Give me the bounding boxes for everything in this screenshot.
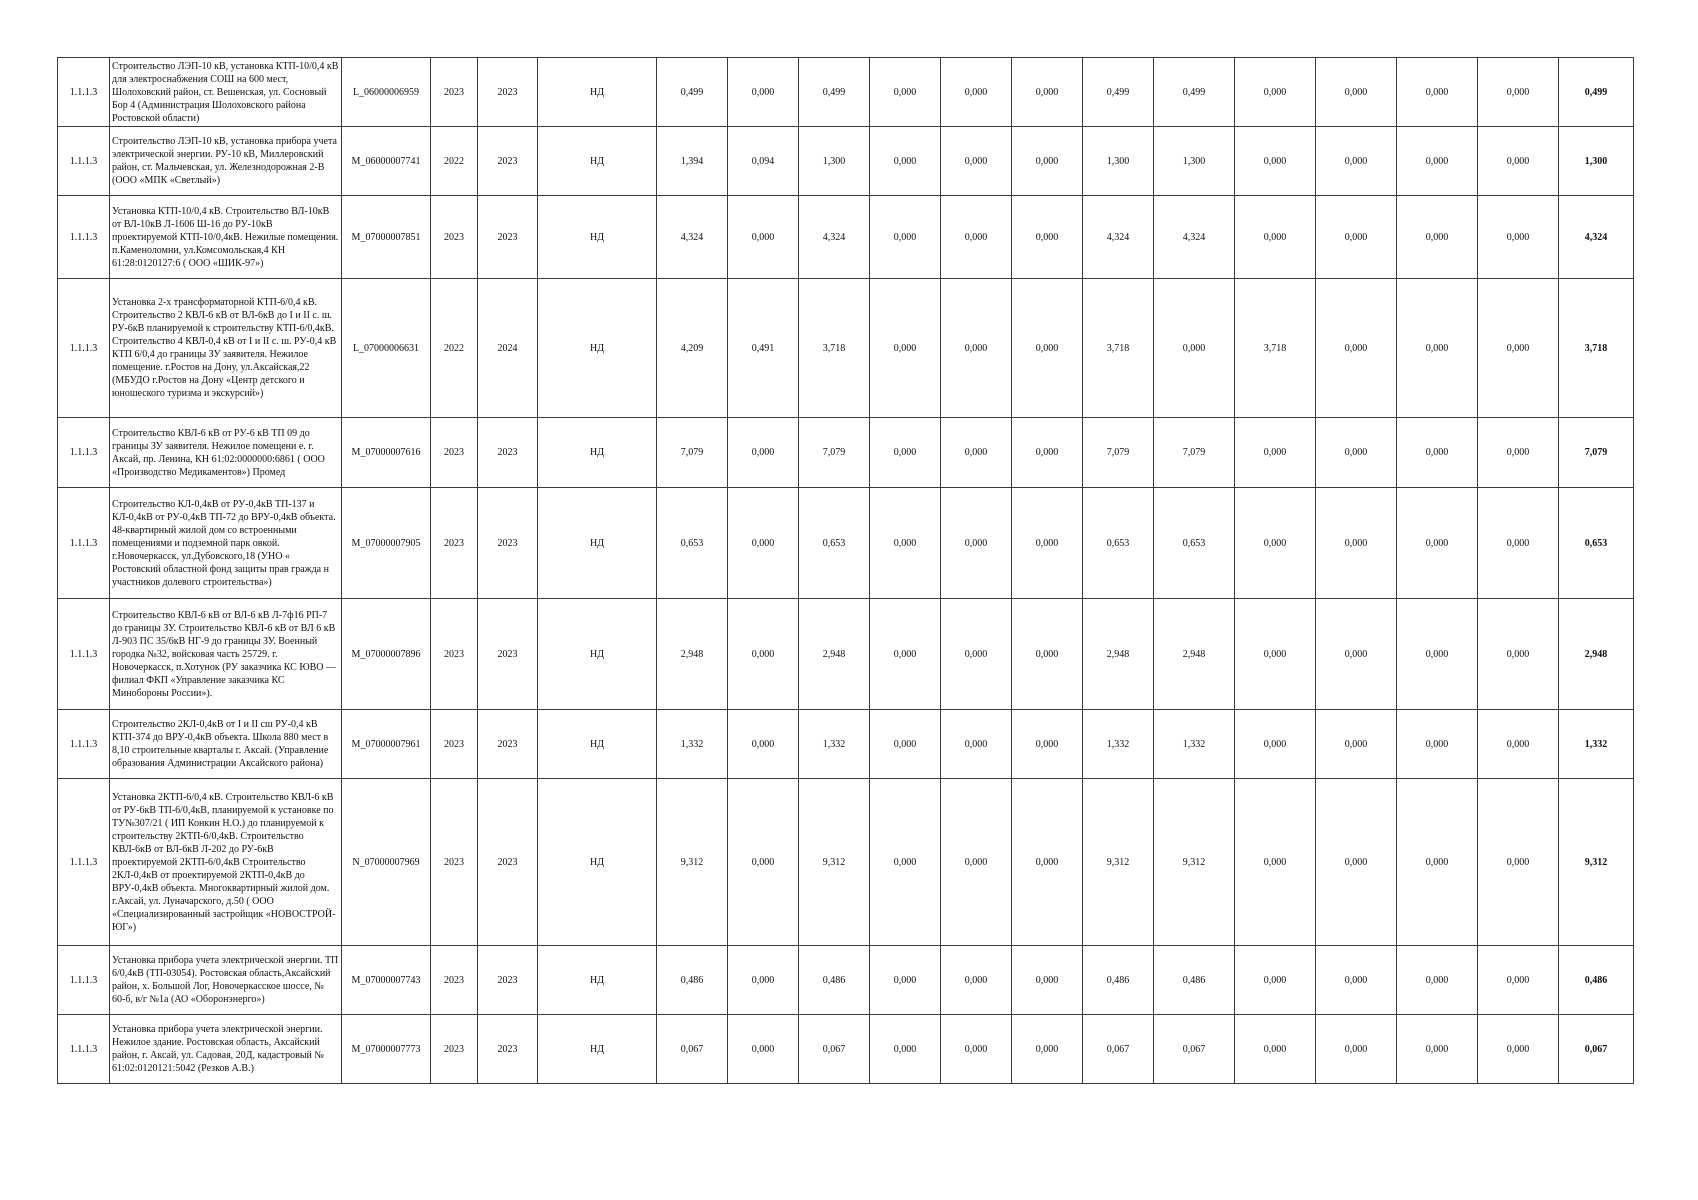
end-year-cell: 2023 (478, 127, 538, 196)
value-cell: 0,000 (1012, 279, 1083, 418)
value-cell: 0,000 (1478, 127, 1559, 196)
value-cell: 0,653 (1083, 488, 1154, 599)
start-year-cell: 2023 (431, 599, 478, 710)
value-cell: 0,000 (728, 418, 799, 488)
value-cell: 4,324 (657, 196, 728, 279)
row-number-cell: 1.1.1.3 (58, 127, 110, 196)
start-year-cell: 2023 (431, 710, 478, 779)
value-cell: 0,000 (870, 599, 941, 710)
value-cell: 0,000 (1316, 1015, 1397, 1084)
value-cell: 0,000 (1478, 58, 1559, 127)
value-cell: 0,000 (1478, 196, 1559, 279)
end-year-cell: 2024 (478, 279, 538, 418)
status-cell: НД (538, 196, 657, 279)
status-cell: НД (538, 946, 657, 1015)
table-row (58, 127, 1634, 196)
total-value-cell: 1,300 (1559, 127, 1634, 196)
value-cell: 0,000 (728, 710, 799, 779)
project-code-cell: M_07000007896 (342, 599, 431, 710)
value-cell: 4,324 (799, 196, 870, 279)
value-cell: 0,499 (657, 58, 728, 127)
start-year-cell: 2023 (431, 946, 478, 1015)
value-cell: 0,000 (1397, 196, 1478, 279)
value-cell: 0,000 (941, 599, 1012, 710)
value-cell: 0,000 (1316, 279, 1397, 418)
table-row (58, 58, 1634, 127)
row-number-cell: 1.1.1.3 (58, 58, 110, 127)
value-cell: 1,332 (657, 710, 728, 779)
value-cell: 0,000 (941, 58, 1012, 127)
value-cell: 0,000 (1235, 127, 1316, 196)
end-year-cell: 2023 (478, 58, 538, 127)
table-row (58, 779, 1634, 946)
value-cell: 0,000 (1397, 946, 1478, 1015)
value-cell: 0,000 (1012, 488, 1083, 599)
value-cell: 0,000 (728, 946, 799, 1015)
value-cell: 1,300 (1083, 127, 1154, 196)
value-cell: 0,000 (1397, 279, 1478, 418)
value-cell: 0,000 (1235, 946, 1316, 1015)
table-row (58, 196, 1634, 279)
value-cell: 0,000 (1012, 1015, 1083, 1084)
value-cell: 1,332 (1083, 710, 1154, 779)
value-cell: 0,486 (657, 946, 728, 1015)
value-cell: 0,000 (1012, 58, 1083, 127)
value-cell: 0,067 (1154, 1015, 1235, 1084)
value-cell: 1,300 (799, 127, 870, 196)
value-cell: 0,000 (1397, 58, 1478, 127)
table-row (58, 710, 1634, 779)
value-cell: 0,000 (870, 127, 941, 196)
value-cell: 0,000 (1478, 599, 1559, 710)
value-cell: 0,653 (657, 488, 728, 599)
value-cell: 0,000 (1397, 599, 1478, 710)
status-cell: НД (538, 779, 657, 946)
value-cell: 0,094 (728, 127, 799, 196)
value-cell: 4,324 (1154, 196, 1235, 279)
value-cell: 0,000 (1235, 488, 1316, 599)
table-row (58, 279, 1634, 418)
value-cell: 0,000 (1316, 418, 1397, 488)
value-cell: 0,000 (1316, 488, 1397, 599)
total-value-cell: 9,312 (1559, 779, 1634, 946)
row-number-cell: 1.1.1.3 (58, 418, 110, 488)
value-cell: 0,000 (1235, 599, 1316, 710)
value-cell: 0,000 (1316, 946, 1397, 1015)
value-cell: 0,000 (1478, 488, 1559, 599)
project-description-cell: Установка прибора учета электрической энергии. ТП 6/0,4кВ (ТП-03054). Ростовская область,Аксайский район, х. Большой Лог, Новочеркасское шоссе, № 60-б, в/г №1а (АО «Оборонэнерго») (110, 946, 342, 1015)
value-cell: 0,000 (1012, 127, 1083, 196)
row-number-cell: 1.1.1.3 (58, 599, 110, 710)
status-cell: НД (538, 1015, 657, 1084)
value-cell: 4,324 (1083, 196, 1154, 279)
total-value-cell: 2,948 (1559, 599, 1634, 710)
value-cell: 0,491 (728, 279, 799, 418)
row-number-cell: 1.1.1.3 (58, 946, 110, 1015)
project-code-cell: M_07000007905 (342, 488, 431, 599)
total-value-cell: 0,067 (1559, 1015, 1634, 1084)
project-description-cell: Установка КТП-10/0,4 кВ. Строительство ВЛ-10кВ от ВЛ-10кВ Л-1606 Ш-16 до РУ-10кВ проектируемой КТП-10/0,4кВ. Нежилые помещения. п.Каменоломни, ул.Комсомольская,4 КН 61:28:0120127:6 ( ООО «ШИК-97») (110, 196, 342, 279)
value-cell: 0,000 (1397, 127, 1478, 196)
value-cell: 0,000 (1235, 1015, 1316, 1084)
value-cell: 0,000 (941, 196, 1012, 279)
project-code-cell: L_07000006631 (342, 279, 431, 418)
start-year-cell: 2023 (431, 58, 478, 127)
value-cell: 0,000 (1012, 710, 1083, 779)
value-cell: 0,000 (1478, 946, 1559, 1015)
value-cell: 0,000 (1316, 196, 1397, 279)
value-cell: 0,000 (728, 196, 799, 279)
value-cell: 0,000 (870, 779, 941, 946)
value-cell: 0,000 (870, 418, 941, 488)
end-year-cell: 2023 (478, 710, 538, 779)
value-cell: 0,000 (1154, 279, 1235, 418)
value-cell: 0,000 (941, 488, 1012, 599)
project-description-cell: Строительство КВЛ-6 кВ от ВЛ-6 кВ Л-7ф16 РП-7 до границы ЗУ. Строительство КВЛ-6 кВ от ВЛ 6 кВ Л-903 ПС 35/6кВ НГ-9 до границы ЗУ. Военный городка №32, войсковая часть 25729. г. Новочеркасск, п.Хотунок (РУ заказчика КС ЮВО — филиал ФКП «Управление заказчика КС Минобороны России»). (110, 599, 342, 710)
value-cell: 9,312 (799, 779, 870, 946)
project-description-cell: Строительство КВЛ-6 кВ от РУ-6 кВ ТП 09 до границы ЗУ заявителя. Нежилое помещени е. г. Аксай, пр. Ленина, КН 61:02:0000000:6861 ( ООО «Производство Медикаментов») Промед (110, 418, 342, 488)
value-cell: 0,000 (1235, 196, 1316, 279)
value-cell: 3,718 (1235, 279, 1316, 418)
value-cell: 0,000 (941, 710, 1012, 779)
total-value-cell: 0,486 (1559, 946, 1634, 1015)
value-cell: 0,000 (1478, 779, 1559, 946)
value-cell: 0,000 (1316, 58, 1397, 127)
total-value-cell: 3,718 (1559, 279, 1634, 418)
table-row (58, 418, 1634, 488)
value-cell: 0,653 (1154, 488, 1235, 599)
project-code-cell: M_07000007851 (342, 196, 431, 279)
value-cell: 2,948 (799, 599, 870, 710)
total-value-cell: 7,079 (1559, 418, 1634, 488)
value-cell: 0,000 (728, 779, 799, 946)
end-year-cell: 2023 (478, 779, 538, 946)
table-row (58, 488, 1634, 599)
value-cell: 0,000 (1316, 779, 1397, 946)
value-cell: 0,000 (1316, 127, 1397, 196)
value-cell: 0,000 (1397, 1015, 1478, 1084)
table-row (58, 946, 1634, 1015)
value-cell: 0,653 (799, 488, 870, 599)
row-number-cell: 1.1.1.3 (58, 1015, 110, 1084)
start-year-cell: 2023 (431, 779, 478, 946)
row-number-cell: 1.1.1.3 (58, 196, 110, 279)
value-cell: 0,486 (1154, 946, 1235, 1015)
end-year-cell: 2023 (478, 418, 538, 488)
value-cell: 0,000 (1478, 710, 1559, 779)
value-cell: 7,079 (657, 418, 728, 488)
investment-program-table (57, 57, 1634, 1084)
project-code-cell: N_07000007969 (342, 779, 431, 946)
status-cell: НД (538, 710, 657, 779)
value-cell: 0,000 (941, 279, 1012, 418)
value-cell: 0,000 (1478, 279, 1559, 418)
project-code-cell: L_06000006959 (342, 58, 431, 127)
value-cell: 0,000 (1478, 1015, 1559, 1084)
value-cell: 0,000 (870, 710, 941, 779)
value-cell: 0,067 (799, 1015, 870, 1084)
value-cell: 0,499 (799, 58, 870, 127)
value-cell: 7,079 (799, 418, 870, 488)
status-cell: НД (538, 58, 657, 127)
value-cell: 1,332 (799, 710, 870, 779)
status-cell: НД (538, 418, 657, 488)
project-description-cell: Установка 2-х трансформаторной КТП-6/0,4 кВ. Строительство 2 КВЛ-6 кВ от ВЛ-6кВ до I и II с. ш. РУ-6кВ планируемой к строительству КТП-6/0,4кВ. Строительство 4 КВЛ-0,4 кВ от I и II с. ш. РУ-0,4 кВ КТП 6/0,4 до границы ЗУ заявителя. Нежилое помещение. г.Ростов на Дону, ул.Аксайская,22 (МБУДО г.Ростов на Дону «Центр детского и юношеского туризма и экскурсий») (110, 279, 342, 418)
value-cell: 0,000 (728, 58, 799, 127)
total-value-cell: 1,332 (1559, 710, 1634, 779)
end-year-cell: 2023 (478, 946, 538, 1015)
value-cell: 3,718 (1083, 279, 1154, 418)
value-cell: 0,000 (941, 127, 1012, 196)
value-cell: 0,486 (799, 946, 870, 1015)
value-cell: 4,209 (657, 279, 728, 418)
value-cell: 0,000 (1012, 779, 1083, 946)
project-description-cell: Строительство 2КЛ-0,4кВ от I и II сш РУ-0,4 кВ КТП-374 до ВРУ-0,4кВ объекта. Школа 880 мест в 8,10 строительные кварталы г. Аксай. (Управление образования Администрации Аксайского района) (110, 710, 342, 779)
start-year-cell: 2023 (431, 196, 478, 279)
value-cell: 2,948 (1154, 599, 1235, 710)
value-cell: 0,000 (870, 279, 941, 418)
value-cell: 0,000 (1012, 946, 1083, 1015)
value-cell: 0,000 (1012, 599, 1083, 710)
end-year-cell: 2023 (478, 599, 538, 710)
value-cell: 0,000 (1316, 599, 1397, 710)
total-value-cell: 4,324 (1559, 196, 1634, 279)
total-value-cell: 0,499 (1559, 58, 1634, 127)
value-cell: 0,000 (941, 418, 1012, 488)
start-year-cell: 2023 (431, 488, 478, 599)
project-description-cell: Строительство ЛЭП-10 кВ, установка прибора учета электрической энергии. РУ-10 кВ, Миллеровский район, ст. Мальчевская, ул. Железнодорожная 2-В (ООО «МПК «Светлый») (110, 127, 342, 196)
project-code-cell: M_06000007741 (342, 127, 431, 196)
value-cell: 0,000 (1397, 418, 1478, 488)
value-cell: 0,000 (1235, 779, 1316, 946)
table-row (58, 1015, 1634, 1084)
status-cell: НД (538, 488, 657, 599)
value-cell: 2,948 (657, 599, 728, 710)
value-cell: 0,000 (1316, 710, 1397, 779)
value-cell: 9,312 (1154, 779, 1235, 946)
value-cell: 1,332 (1154, 710, 1235, 779)
value-cell: 0,067 (657, 1015, 728, 1084)
status-cell: НД (538, 127, 657, 196)
value-cell: 0,000 (1235, 418, 1316, 488)
project-description-cell: Строительство КЛ-0,4кВ от РУ-0,4кВ ТП-137 и КЛ-0,4кВ от РУ-0,4кВ ТП-72 до ВРУ-0,4кВ объекта. 48-квартирный жилой дом со встроенными помещениями и подземной парк овкой. г.Новочеркасск, ул.Дубовского,18 (УНО « Ростовский областной фонд защиты прав гражда н участников долевого строительства») (110, 488, 342, 599)
table-row (58, 599, 1634, 710)
end-year-cell: 2023 (478, 488, 538, 599)
project-description-cell: Установка прибора учета электрической энергии. Нежилое здание. Ростовская область, Аксайский район, г. Аксай, ул. Садовая, 20Д, кадастровый № 61:02:0120121:5042 (Резков А.В.) (110, 1015, 342, 1084)
project-description-cell: Установка 2КТП-6/0,4 кВ. Строительство КВЛ-6 кВ от РУ-6кВ ТП-6/0,4кВ, планируемой к установке по ТУ№307/21 ( ИП Конкин Н.О.) до планируемой к строительству 2КТП-6/0,4кВ. Строительство КВЛ-6кВ от ВЛ-6кВ Л-202 до РУ-6кВ проектируемой 2КТП-6/0,4кВ Строительство 2КЛ-0,4кВ от проектируемой 2КТП-0,4кВ до ВРУ-0,4кВ объекта. Многоквартирный жилой дом. г.Аксай, ул. Луначарского, д.50 ( ООО «Специализированный застройщик «НОВОСТРОЙ-ЮГ») (110, 779, 342, 946)
total-value-cell: 0,653 (1559, 488, 1634, 599)
value-cell: 0,499 (1083, 58, 1154, 127)
project-code-cell: M_07000007773 (342, 1015, 431, 1084)
value-cell: 7,079 (1154, 418, 1235, 488)
value-cell: 3,718 (799, 279, 870, 418)
value-cell: 0,499 (1154, 58, 1235, 127)
project-code-cell: M_07000007616 (342, 418, 431, 488)
project-code-cell: M_07000007961 (342, 710, 431, 779)
value-cell: 0,000 (728, 1015, 799, 1084)
end-year-cell: 2023 (478, 196, 538, 279)
value-cell: 0,000 (941, 1015, 1012, 1084)
table-body (58, 58, 1634, 1084)
start-year-cell: 2023 (431, 418, 478, 488)
value-cell: 0,000 (1235, 58, 1316, 127)
value-cell: 0,000 (1397, 710, 1478, 779)
value-cell: 0,000 (870, 488, 941, 599)
value-cell: 0,000 (870, 946, 941, 1015)
start-year-cell: 2023 (431, 1015, 478, 1084)
value-cell: 0,000 (1012, 418, 1083, 488)
value-cell: 0,000 (870, 1015, 941, 1084)
value-cell: 0,000 (870, 58, 941, 127)
value-cell: 0,000 (1235, 710, 1316, 779)
row-number-cell: 1.1.1.3 (58, 488, 110, 599)
value-cell: 0,000 (1397, 488, 1478, 599)
value-cell: 0,000 (870, 196, 941, 279)
value-cell: 0,000 (1478, 418, 1559, 488)
row-number-cell: 1.1.1.3 (58, 279, 110, 418)
row-number-cell: 1.1.1.3 (58, 779, 110, 946)
start-year-cell: 2022 (431, 279, 478, 418)
project-code-cell: M_07000007743 (342, 946, 431, 1015)
value-cell: 0,000 (941, 779, 1012, 946)
status-cell: НД (538, 599, 657, 710)
value-cell: 0,000 (1012, 196, 1083, 279)
value-cell: 0,000 (728, 599, 799, 710)
value-cell: 0,000 (1397, 779, 1478, 946)
value-cell: 1,394 (657, 127, 728, 196)
value-cell: 0,067 (1083, 1015, 1154, 1084)
value-cell: 2,948 (1083, 599, 1154, 710)
project-description-cell: Строительство ЛЭП-10 кВ, установка КТП-10/0,4 кВ для электроснабжения СОШ на 600 мест, Шолоховский район, ст. Вешенская, ул. Сосновый Бор 4 (Администрация Шолоховского района Ростовской области) (110, 58, 342, 127)
value-cell: 1,300 (1154, 127, 1235, 196)
value-cell: 7,079 (1083, 418, 1154, 488)
value-cell: 0,486 (1083, 946, 1154, 1015)
value-cell: 0,000 (941, 946, 1012, 1015)
end-year-cell: 2023 (478, 1015, 538, 1084)
value-cell: 0,000 (728, 488, 799, 599)
start-year-cell: 2022 (431, 127, 478, 196)
value-cell: 9,312 (1083, 779, 1154, 946)
value-cell: 9,312 (657, 779, 728, 946)
row-number-cell: 1.1.1.3 (58, 710, 110, 779)
status-cell: НД (538, 279, 657, 418)
